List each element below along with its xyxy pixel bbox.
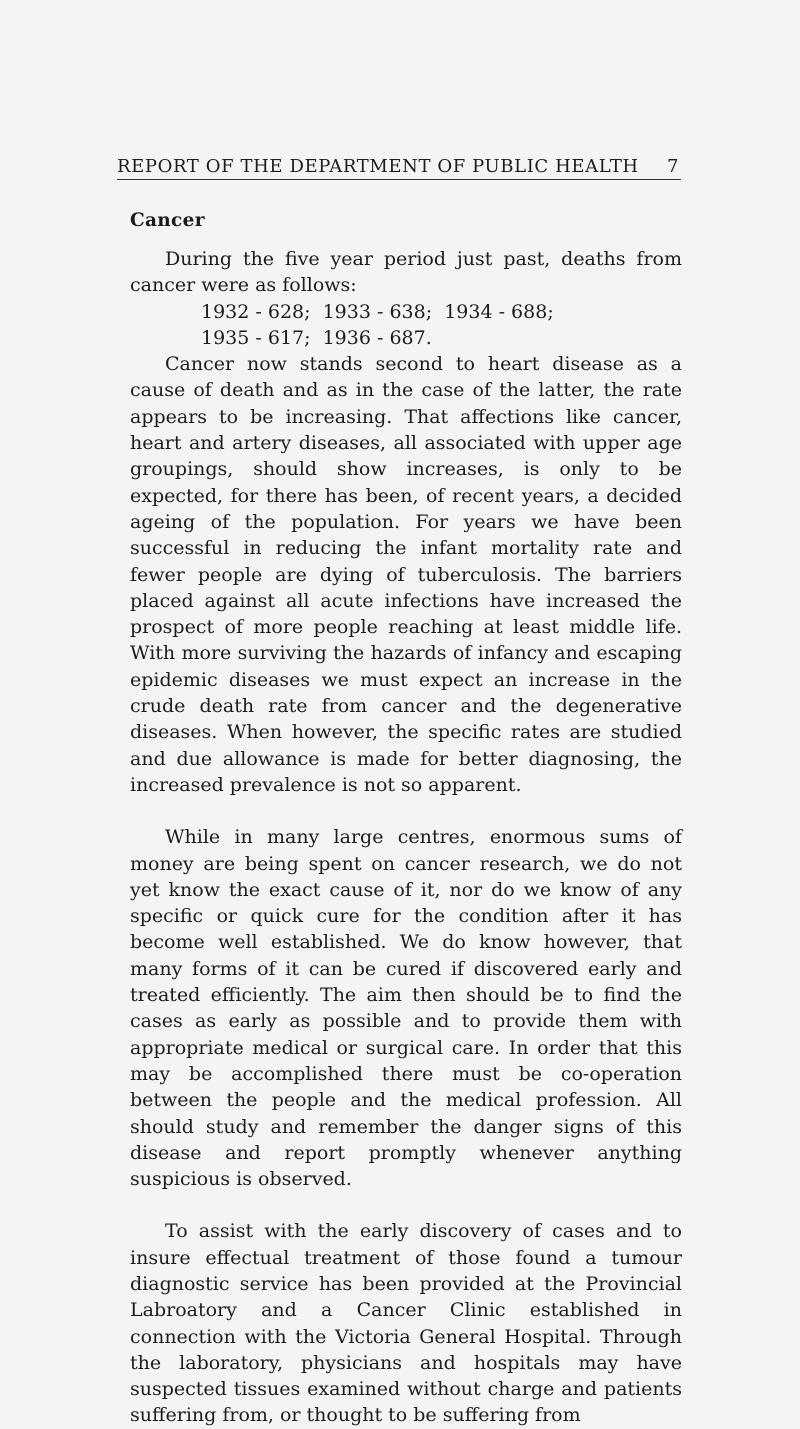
intro-paragraph: During the five year period just past, deaths from cancer were as follows: — [130, 248, 682, 297]
page-number: 7 — [666, 156, 679, 177]
section-heading: Cancer — [130, 210, 205, 231]
section-body — [130, 246, 682, 1429]
paragraph-research: While in many large centres, enormous sums of money are being spent on cancer research, we do not yet know the exact cause of it, nor do we know of any specific or quick cure for the condition after it has become well established. We do know however, that many forms of it can be cured if discovered early and treated efficiently. The aim then should be to find the cases as early as possible and to provide them with appropriate medical or surgical care. In order that this may be accomplished there must be co-operation between the people and the medical profession. All should study and remember the danger signs of this disease and report promptly whenever anything suspicious is observed. — [130, 826, 682, 1191]
deaths-line: 1935 - 617; 1936 - 687. — [201, 326, 432, 349]
deaths-by-year-list — [130, 299, 682, 352]
deaths-line: 1932 - 628; 1933 - 638; 1934 - 688; — [201, 300, 554, 323]
header-title: REPORT OF THE DEPARTMENT OF PUBLIC HEALTH — [117, 156, 639, 177]
paragraph-diagnostic-service: To assist with the early discovery of cases and to insure effectual treatment of those found a tumour diagnostic service has been provided at the Provincial Labroatory and a Cancer Clinic established in connection with the Victoria General Hospital. Through the laboratory, physicians and hospitals may have suspected tissues examined without charge and patients suffering from, or thought to be suffering from — [130, 1220, 682, 1427]
running-header — [117, 156, 681, 180]
paragraph-ageing: Cancer now stands second to heart disease as a cause of death and as in the case of the latter, the rate appears to be increasing. That affections like cancer, heart and artery diseases, all associated with upper age groupings, should show increases, is only to be expected, for there has been, of recent years, a decided ageing of the population. For years we have been successful in reducing the infant mortality rate and fewer people are dying of tuberculosis. The barriers placed against all acute infections have increased the prospect of more people reaching at least middle life. With more surviving the hazards of infancy and escaping epidemic diseases we must expect an increase in the crude death rate from cancer and the degenerative diseases. When however, the specific rates are studied and due allowance is made for better diagnosing, the increased prevalence is not so apparent. — [130, 353, 682, 796]
